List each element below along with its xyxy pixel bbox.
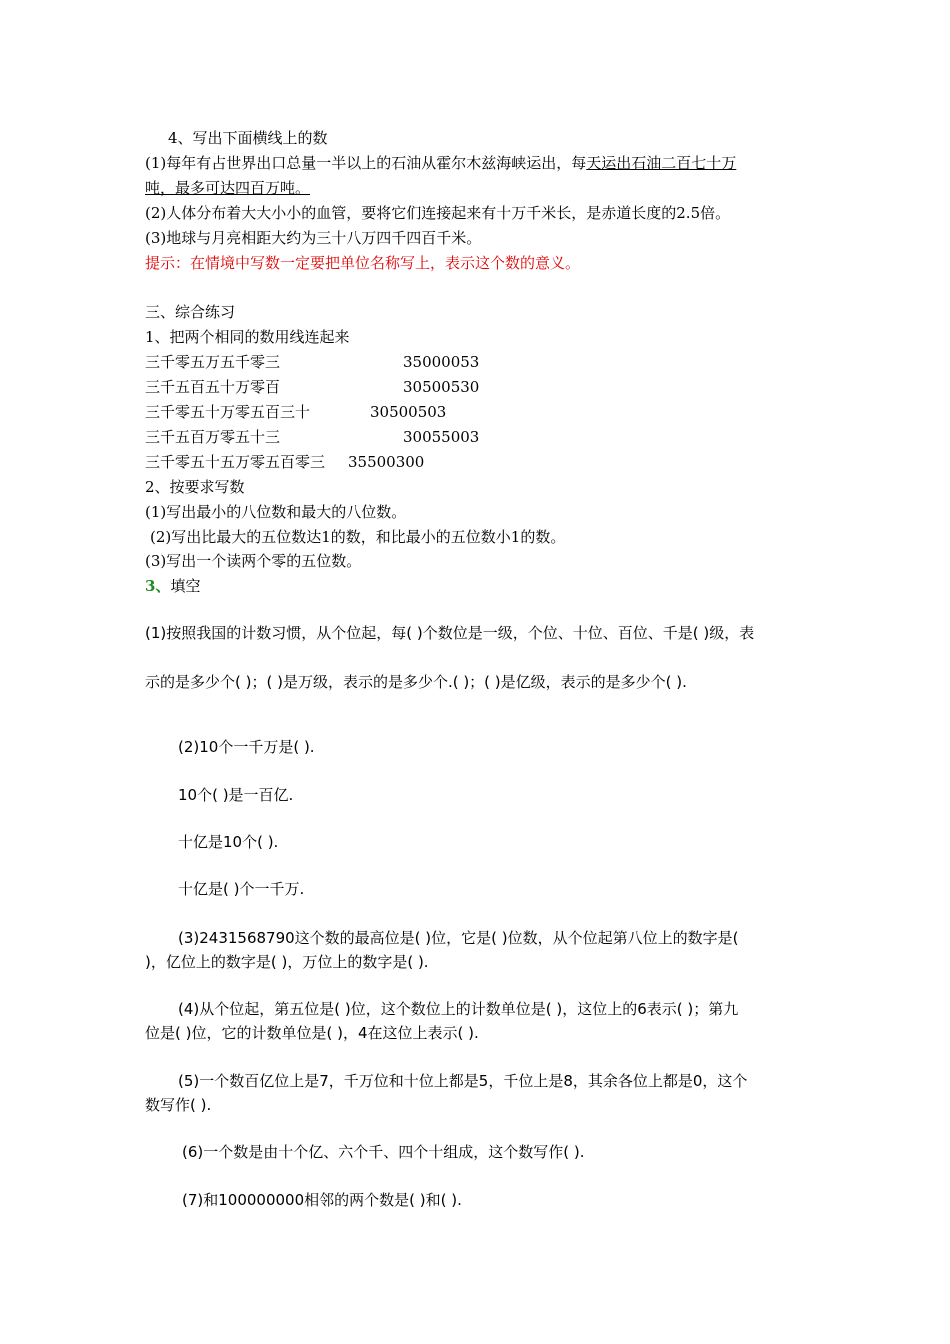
q1-left-3: 三千零五十万零五百三十: [145, 403, 311, 421]
q3-title: 填空: [170, 577, 201, 595]
q3-p1-line2: 示的是多少个( )；( )是万级，表示的是多少个.( )；( )是亿级，表示的是多少个( ).: [145, 673, 687, 691]
section4-item1-underline2: 吨，最多可达四百万吨。: [145, 179, 311, 197]
section4-hint: 提示：在情境中写数一定要把单位名称写上，表示这个数的意义。: [145, 254, 581, 272]
q1-left-5: 三千零五十五万零五百零三: [145, 453, 326, 471]
section4-item1-underline1: 天运出石油二百七十万: [586, 154, 737, 172]
q3-p6: (6)一个数是由十个亿、六个千、四个十组成，这个数写作( ).: [182, 1143, 585, 1161]
q1-left-1: 三千零五万五千零三: [145, 353, 281, 371]
q1-right-4: 30055003: [403, 428, 480, 446]
q3-p5-line2: 数写作( ).: [145, 1096, 212, 1114]
q2-item-2: (2)写出比最大的五位数达1的数，和比最小的五位数小1的数。: [150, 528, 566, 546]
q3-p2-line2: 10个( )是一百亿.: [178, 786, 294, 804]
q2-title: 2、按要求写数: [145, 478, 245, 496]
q3-p7: (7)和100000000相邻的两个数是( )和( ).: [182, 1191, 462, 1209]
q3-p1-line1: (1)按照我国的计数习惯，从个位起，每( )个数位是一级，个位、十位、百位、千是( )级，表: [145, 624, 755, 642]
q1-right-5: 35500300: [348, 453, 425, 471]
q1-right-1: 35000053: [403, 353, 480, 371]
q3-p2-line1: (2)10个一千万是( ).: [178, 738, 315, 756]
section4-item2: (2)人体分布着大大小小的血管，要将它们连接起来有十万千米长，是赤道长度的2.5倍。: [145, 204, 731, 222]
q3-p4-line1: (4)从个位起，第五位是( )位，这个数位上的计数单位是( )，这位上的6表示( )；第九: [178, 1000, 739, 1018]
q1-title: 1、把两个相同的数用线连起来: [145, 328, 350, 346]
q2-item-3: (3)写出一个读两个零的五位数。: [145, 552, 362, 570]
q3-p2-line3: 十亿是10个( ).: [178, 833, 279, 851]
q3-p5-line1: (5)一个数百亿位上是7，千万位和十位上都是5，千位上是8，其余各位上都是0，这个: [178, 1072, 748, 1090]
section4-item3: (3)地球与月亮相距大约为三十八万四千四百千米。: [145, 229, 482, 247]
q3-heading: [145, 576, 200, 596]
q1-right-2: 30500530: [403, 378, 480, 396]
q3-p3-line1: (3)2431568790这个数的最高位是( )位，它是( )位数，从个位起第八位上的数字是(: [178, 929, 739, 947]
q3-number: 3、: [145, 577, 171, 595]
section4-item1-text: (1)每年有占世界出口总量一半以上的石油从霍尔木兹海峡运出，每: [145, 154, 587, 172]
q3-p4-line2: 位是( )位，它的计数单位是( )，4在这位上表示( ).: [145, 1024, 479, 1042]
q3-p3-line2: )，亿位上的数字是( )，万位上的数字是( ).: [145, 953, 429, 971]
section4-title: 4、写出下面横线上的数: [168, 129, 328, 147]
section3-title: 三、综合练习: [145, 303, 236, 321]
section4-item1-line1: [145, 153, 736, 173]
q1-left-4: 三千五百万零五十三: [145, 428, 281, 446]
q2-item-1: (1)写出最小的八位数和最大的八位数。: [145, 503, 407, 521]
q1-left-2: 三千五百五十万零百: [145, 378, 281, 396]
q1-right-3: 30500503: [370, 403, 447, 421]
q3-p2-line4: 十亿是( )个一千万.: [178, 880, 305, 898]
